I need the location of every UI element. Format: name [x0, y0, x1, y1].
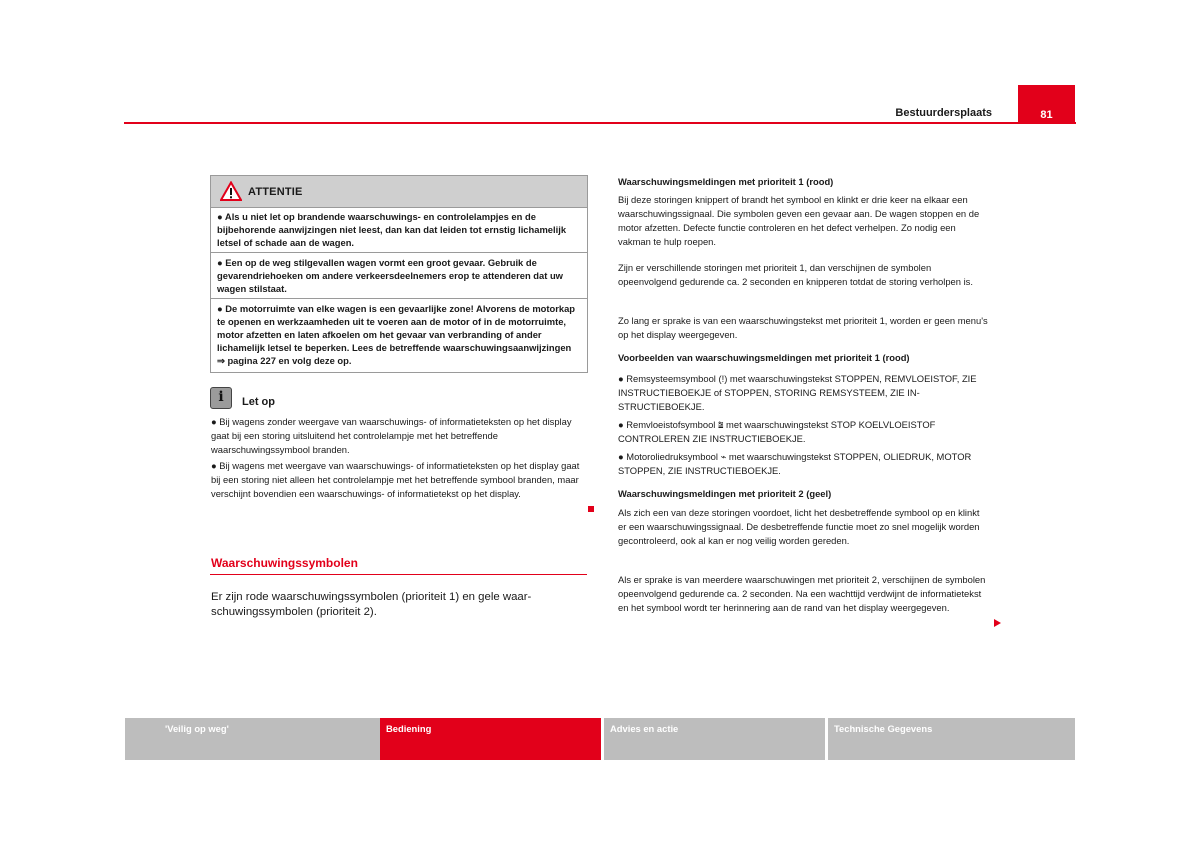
subheading-priority-1: Waarschuwingsmeldingen met prioriteit 1 (rood) — [618, 176, 834, 187]
subheading-priority-2: Waarschuwingsmeldingen met prioriteit 2 (geel) — [618, 488, 832, 499]
note-item: ● Bij wagens zonder weergave van waarschuwings- of informatieteksten op het display gaat bij een storing uitsluitend het controlelampje met het betreffende waarschuwingssymbool branden. — [211, 416, 572, 455]
continue-arrow-icon — [994, 619, 1001, 627]
divider — [211, 298, 587, 299]
warning-item: ● Een op de weg stilgevallen wagen vormt een groot gevaar. Gebruik de gevarendriehoeken om andere verkeersdeelnemers erop te attenderen dat uw wagen stilstaat. — [217, 257, 563, 294]
example-item: ● Remsysteemsymbool (!) met waarschuwingstekst STOPPEN, REMVLOEISTOF, ZIE INSTRUCTIEBOEKJE of STOPPEN, STORING REMSYSTEEM, ZIE INSTRUCTIEBOEKJE. — [618, 373, 977, 412]
note-title: Let op — [242, 396, 275, 408]
subheading-examples: Voorbeelden van waarschuwingsmeldingen met prioriteit 1 (rood) — [618, 352, 910, 363]
example-item: ● Motoroliedruksymbool ⌁ met waarschuwingstekst STOPPEN, OLIEDRUK, MOTOR STOPPEN, ZIE INSTRUCTIEBOEKJE. — [618, 451, 972, 476]
paragraph: Zo lang er sprake is van een waarschuwingstekst met prioriteit 1, worden er geen menu's op het display weergegeven. — [618, 315, 988, 340]
warning-title: ATTENTIE — [248, 186, 303, 198]
section-heading: Waarschuwingssymbolen — [211, 556, 358, 570]
warning-item: ● De motorruimte van elke wagen is een gevaarlijke zone! Alvorens de motorkap te openen en werkzaamheden uit te voeren aan de motor of in de motorruimte, motor afzetten en laten afkoelen om het gevaar van verbranding of ander lichamelijk letsel te beperken. Lees de betreffende waarschuwingsaanwijzingen ⇒ pagina 227 en volg deze op. — [217, 303, 576, 366]
section-rule — [210, 574, 587, 575]
footer-tab-advies-en-actie[interactable]: Advies en actie — [604, 718, 825, 760]
page-number-box — [1018, 85, 1075, 124]
paragraph: Bij deze storingen knippert of brandt het symbool en klinkt er drie keer na elkaar een waarschuwingssignaal. Die symbolen geven een gevaar aan. De wagen stoppen en de motor afzetten. Defecte functie controleren en het defect verhelpen. Zo nodig een vakman te hulp roepen. — [618, 194, 980, 247]
page-number: 81 — [1040, 109, 1053, 121]
paragraph: Zijn er verschillende storingen met prioriteit 1, dan verschijnen de symbolen opeenvolgend gedurende ca. 2 seconden en knipperen totdat de storing verholpen is. — [618, 262, 973, 287]
info-icon-letter: i — [218, 389, 224, 405]
footer-tab-bediening[interactable]: Bediening — [380, 718, 601, 760]
end-of-section-icon — [588, 506, 594, 512]
section-title: Bestuurdersplaats — [895, 107, 992, 119]
header-rule — [124, 122, 1076, 124]
paragraph: Als er sprake is van meerdere waarschuwingen met prioriteit 2, verschijnen de symbolen opeenvolgend gedurende ca. 2 seconden. Na een wachttijd verdwijnt de informatietekst en het symbool wordt ter herinnering aan de rand van het display weergegeven. — [618, 574, 986, 613]
section-intro: Er zijn rode waarschuwingssymbolen (prioriteit 1) en gele waarschuwingssymbolen (prioriteit 2). — [211, 591, 532, 618]
note-item: ● Bij wagens met weergave van waarschuwings- of informatieteksten op het display gaat bij een storing niet alleen het controlelampje met het betreffende symbool branden, maar verschijnt bovendien een waarschuwings- of informatietekst op het display. — [211, 460, 580, 499]
divider — [211, 252, 587, 253]
footer-tab-veilig-op-weg[interactable]: 'Veilig op weg' — [125, 718, 346, 760]
warning-header — [211, 176, 587, 208]
footer-tab-spacer — [346, 718, 380, 760]
warning-box — [210, 175, 588, 373]
paragraph: Als zich een van deze storingen voordoet, licht het desbetreffende symbool op en klinkt er een waarschuwingssignaal. De desbetreffende functie moet zo snel mogelijk worden gecontroleerd, ook al kan er nog veilig worden gereden. — [618, 507, 980, 546]
example-item: ● Remvloeistofsymbool ⩰ met waarschuwingstekst STOP KOELVLOEISTOF CONTROLEREN ZIE INSTRUCTIEBOEKJE. — [618, 419, 936, 444]
info-icon — [210, 387, 232, 409]
warning-item: ● Als u niet let op brandende waarschuwings- en controlelampjes en de bijbehorende aanwijzingen niet leest, dan kan dat leiden tot ernstig lichamelijk letsel of schade aan de wagen. — [217, 211, 567, 248]
footer-tab-technische-gegevens[interactable]: Technische Gegevens — [828, 718, 1075, 760]
warning-triangle-icon — [220, 181, 242, 201]
